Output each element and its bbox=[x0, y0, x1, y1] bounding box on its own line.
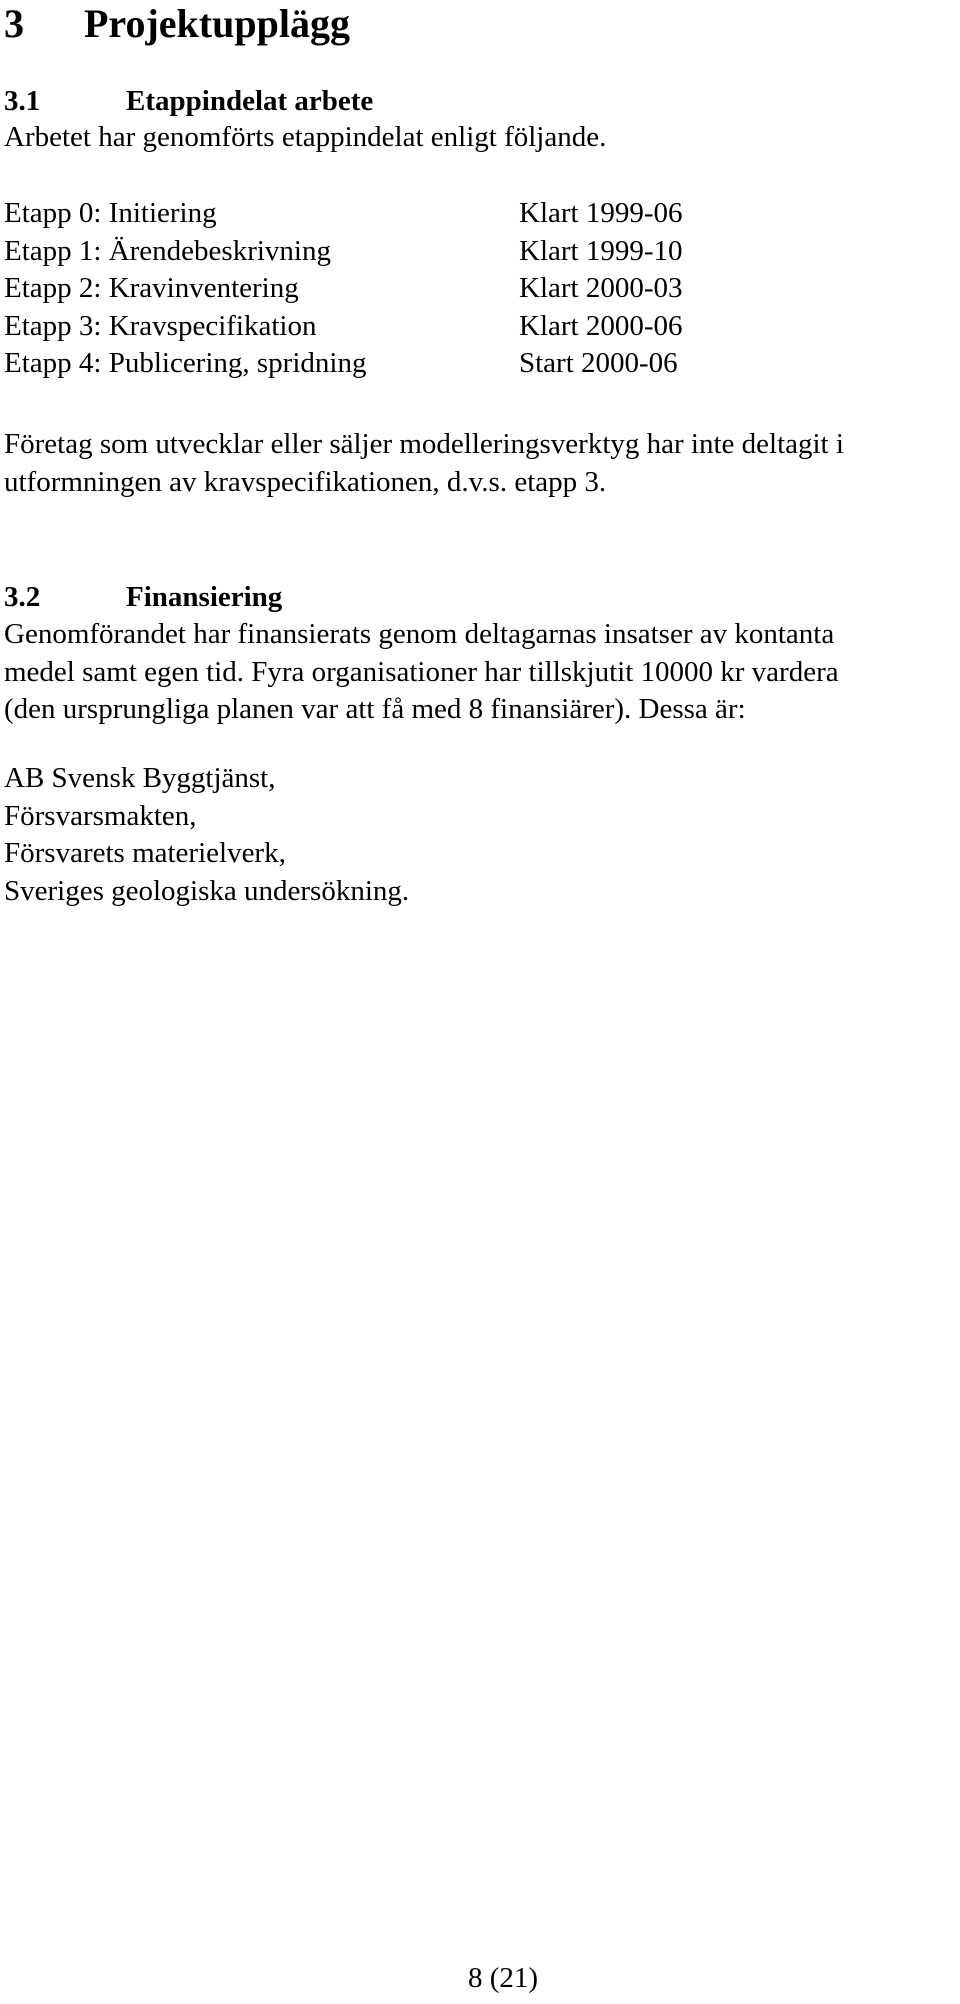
subsection-title: Finansiering bbox=[126, 581, 283, 613]
subsection-number: 3.1 bbox=[4, 85, 41, 117]
subsection-number: 3.2 bbox=[4, 581, 41, 613]
stage-name: Etapp 0: Initiering bbox=[4, 197, 217, 229]
organisation-list bbox=[4, 760, 409, 910]
stage-status: Klart 1999-10 bbox=[519, 234, 683, 267]
note-paragraph bbox=[4, 426, 954, 501]
subsection-title: Etappindelat arbete bbox=[126, 85, 374, 117]
stage-table bbox=[4, 195, 724, 383]
stage-status: Klart 1999-06 bbox=[519, 197, 683, 229]
financing-line: Genomförandet har finansierats genom deltagarnas insatser av kontanta bbox=[4, 618, 835, 650]
list-item: Försvarets materielverk, bbox=[4, 837, 286, 869]
section-heading bbox=[4, 0, 350, 48]
table-row bbox=[4, 233, 724, 271]
list-item: Sveriges geologiska undersökning. bbox=[4, 874, 410, 907]
financing-line: (den ursprungliga planen var att få med 8 finansiärer). Dessa är: bbox=[4, 693, 746, 725]
section-number: 3 bbox=[4, 1, 24, 46]
stage-name: Etapp 4: Publicering, spridning bbox=[4, 347, 367, 379]
intro-paragraph: Arbetet har genomförts etappindelat enligt följande. bbox=[4, 121, 607, 153]
subsection-heading-3-1 bbox=[4, 83, 373, 119]
note-line: utformningen av kravspecifikationen, d.v.s. etapp 3. bbox=[4, 465, 607, 498]
list-item: AB Svensk Byggtjänst, bbox=[4, 762, 276, 794]
page-footer bbox=[0, 1960, 960, 1996]
financing-line: medel samt egen tid. Fyra organisationer har tillskjutit 10000 kr vardera bbox=[4, 655, 839, 688]
section-title: Projektupplägg bbox=[84, 1, 350, 46]
stage-status: Klart 2000-06 bbox=[519, 309, 683, 342]
financing-paragraph bbox=[4, 616, 954, 729]
stage-name: Etapp 3: Kravspecifikation bbox=[4, 309, 317, 342]
stage-status: Start 2000-06 bbox=[519, 347, 678, 379]
note-line: Företag som utvecklar eller säljer modelleringsverktyg har inte deltagit i bbox=[4, 428, 844, 460]
table-row bbox=[4, 195, 724, 233]
stage-status: Klart 2000-03 bbox=[519, 272, 683, 304]
subsection-heading-3-2 bbox=[4, 579, 282, 615]
list-item: Försvarsmakten, bbox=[4, 799, 197, 832]
table-row bbox=[4, 308, 724, 346]
stage-name: Etapp 1: Ärendebeskrivning bbox=[4, 234, 331, 267]
page-number: 8 (21) bbox=[467, 1962, 539, 1994]
stage-name: Etapp 2: Kravinventering bbox=[4, 272, 299, 304]
table-row bbox=[4, 270, 724, 308]
table-row bbox=[4, 345, 724, 383]
